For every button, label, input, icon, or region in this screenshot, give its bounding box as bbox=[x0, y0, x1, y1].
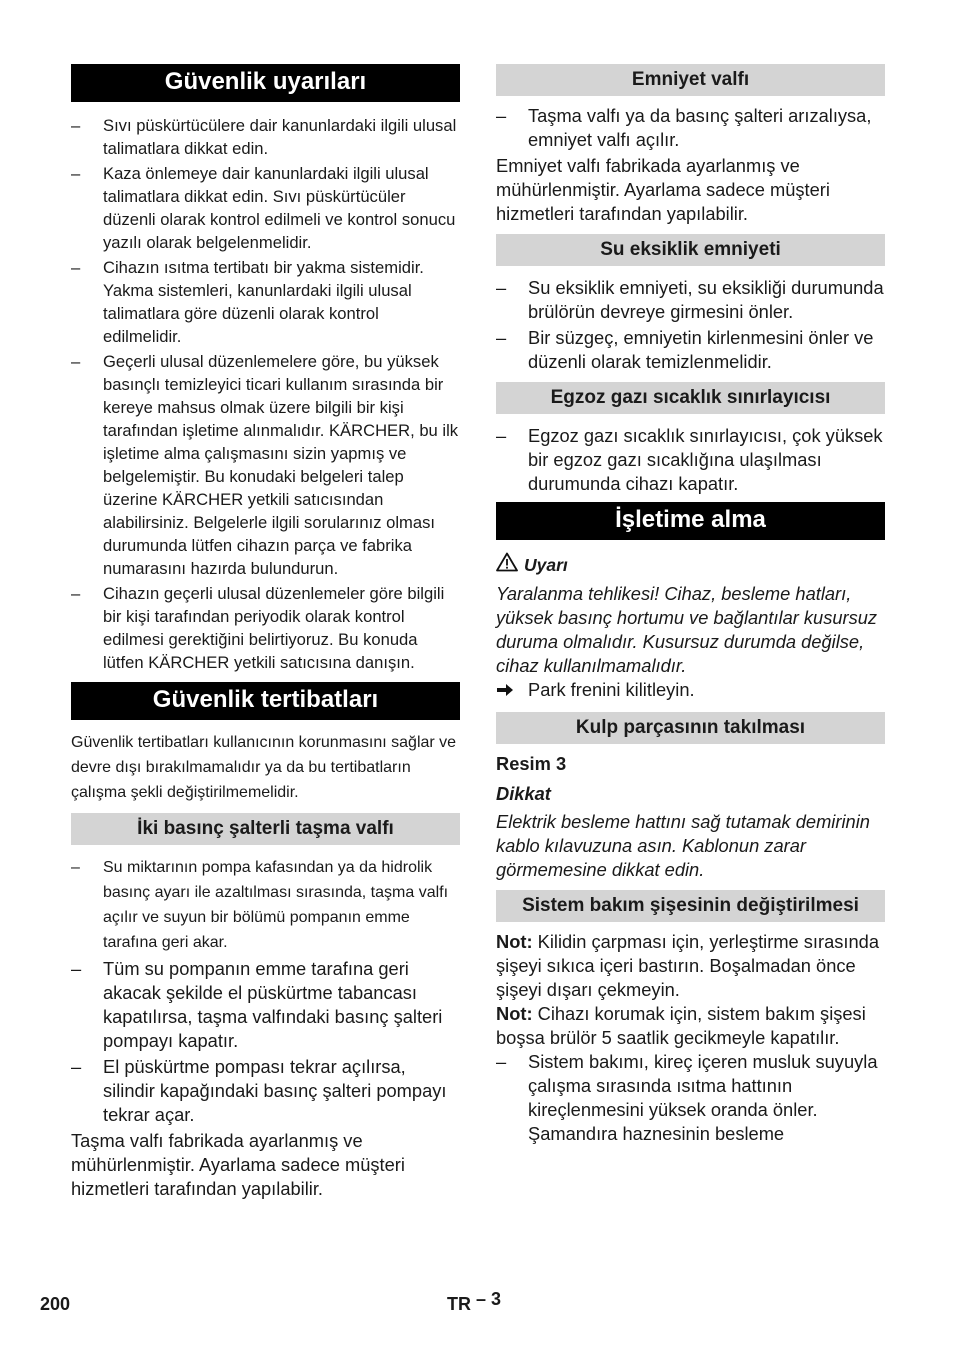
warning-text: Yaralanma tehlikesi! Cihaz, besleme hatları, yüksek basınç hortumu ve bağlantılar kusursuz duruma olmalıdır. Kusursuz durumda değilse, cihaz kullanılmamalıdır. bbox=[496, 583, 878, 676]
caution-text: Elektrik besleme hattını sağ tutamak demirinin kablo kılavuzuna asın. Kablonun zarar görmemesine dikkat edin. bbox=[496, 811, 870, 880]
list-item: – Geçerli ulusal düzenlemelere göre, bu yüksek basınçlı temizleyici ticari kullanım sırasında bir kereye mahsus olmak üzere bilgili bir kişi tarafından işletime alınmalıdır. KÄRCHER, bu ilk işletime alma çalışmasını sizin yapmış ve belgelemiştir. Bu konudaki belgeleri talep üzerine KÄRCHER yetkili satıcısından alabilirsiniz. Belgelerle ilgili sorularınız olması durumunda lütfen cihazın parça ve fabrika numarasını hazırda bulundurun. bbox=[71, 350, 460, 580]
list-item: – Egzoz gazı sıcaklık sınırlayıcısı, çok yüksek bir egzoz gazı sıcaklığına ulaşılması durumunda cihazı kapatır. bbox=[496, 424, 885, 496]
note-paragraph-2 bbox=[496, 1002, 885, 1050]
warning-label-row bbox=[496, 552, 885, 578]
list-item: – Bir süzgeç, emniyetin kirlenmesini önler ve düzenli olarak temizlenmelidir. bbox=[496, 326, 885, 374]
list-item: – Kaza önlemeye dair kanunlardaki ilgili ulusal talimatlara dikkat edin. Sıvı püskürtücüler düzenli olarak kontrol edilmeli ve kontrol sonucu yazılı olarak belgelenmelidir. bbox=[71, 162, 460, 254]
page-number: 200 bbox=[40, 1294, 71, 1314]
caution-label: Dikkat bbox=[496, 783, 551, 804]
safety-warnings-list bbox=[71, 114, 460, 674]
warning-label: Uyarı bbox=[524, 555, 568, 575]
note-text: Kilidin çarpması için, yerleştirme sırasında şişeyi sıkıca içeri bastırın. Boşalmadan önce şişeyi dışarı çekmeyin. bbox=[496, 931, 879, 1000]
list-item: – Sistem bakımı, kireç içeren musluk suyuyla çalışma sırasında ısıtma hattının kireçlenmesini yüksek oranda önler. Şamandıra haznesinin besleme bbox=[496, 1050, 885, 1146]
overflow-valve-list bbox=[71, 855, 460, 1127]
list-item: – Cihazın ısıtma tertibatı bir yakma sistemidir. Yakma sistemleri, kanunlardaki ilgili ulusal talimatlara göre düzenli olarak kontrol edilmelidir. bbox=[71, 256, 460, 348]
system-care-list bbox=[496, 1050, 885, 1146]
warning-triangle-icon bbox=[496, 552, 518, 578]
left-column bbox=[71, 64, 460, 1201]
note-label: Not: bbox=[496, 931, 533, 952]
list-item: – Su miktarının pompa kafasından ya da hidrolik basınç ayarı ile azaltılması sırasında, taşma valfı açılır ve suyun bir bölümü pompanın emme tarafına geri akar. bbox=[71, 855, 460, 955]
heading-guvenlik-uyarilari: Güvenlik uyarıları bbox=[71, 64, 460, 102]
list-item: – Sıvı püskürtücülere dair kanunlardaki ilgili ulusal talimatlara dikkat edin. bbox=[71, 114, 460, 160]
list-item: – Taşma valfı ya da basınç şalteri arızalıysa, emniyet valfı açılır. bbox=[496, 104, 885, 152]
note-paragraph-1 bbox=[496, 930, 885, 1002]
right-column bbox=[496, 64, 885, 1148]
intro-paragraph: Güvenlik tertibatları kullanıcının korunmasını sağlar ve devre dışı bırakılmamalıdır ya da bu tertibatların çalışma şekli değiştirilmemelidir. bbox=[71, 734, 457, 801]
subheading-tasma-valfi: İki basınç şalterli taşma valfı bbox=[71, 813, 460, 845]
footer-dash: – bbox=[476, 1289, 487, 1309]
list-item: – Tüm su pompanın emme tarafına geri akacak şekilde el püskürtme tabancası kapatılırsa, taşma valfındaki basınç şalteri pompayı kapatır. bbox=[71, 957, 460, 1053]
language-code: TR bbox=[447, 1294, 471, 1314]
subheading-su-eksiklik: Su eksiklik emniyeti bbox=[496, 234, 885, 266]
arrow-right-icon bbox=[496, 678, 514, 705]
list-item: – Su eksiklik emniyeti, su eksikliği durumunda brülörün devreye girmesini önler. bbox=[496, 276, 885, 324]
safety-valve-list bbox=[496, 104, 885, 152]
note-text: Cihazı korumak için, sistem bakım şişesi boşsa brülör 5 saatlik gecikmeyle kapatılır. bbox=[496, 1003, 866, 1048]
heading-guvenlik-tertibatlari: Güvenlik tertibatları bbox=[71, 682, 460, 720]
footer-lang bbox=[447, 1289, 502, 1315]
note-label: Not: bbox=[496, 1003, 533, 1024]
paragraph: Taşma valfı fabrikada ayarlanmış ve mühürlenmiştir. Ayarlama sadece müşteri hizmetleri tarafından yapılabilir. bbox=[71, 1130, 405, 1199]
exhaust-list bbox=[496, 424, 885, 496]
action-text: Park frenini kilitleyin. bbox=[528, 679, 695, 700]
subheading-sistem-bakim: Sistem bakım şişesinin değiştirilmesi bbox=[496, 890, 885, 922]
subheading-egzoz: Egzoz gazı sıcaklık sınırlayıcısı bbox=[496, 382, 885, 414]
water-shortage-list bbox=[496, 276, 885, 374]
paragraph: Emniyet valfı fabrikada ayarlanmış ve mühürlenmiştir. Ayarlama sadece müşteri hizmetleri tarafından yapılabilir. bbox=[496, 155, 830, 224]
figure-reference: Resim 3 bbox=[496, 753, 567, 774]
list-item: – El püskürtme pompası tekrar açılırsa, silindir kapağındaki basınç şalteri pompayı tekrar açar. bbox=[71, 1055, 460, 1127]
section-number: 3 bbox=[491, 1289, 502, 1309]
action-step bbox=[496, 678, 885, 702]
subheading-emniyet-valfi: Emniyet valfı bbox=[496, 64, 885, 96]
list-item: – Cihazın geçerli ulusal düzenlemeler göre bilgili bir kişi tarafından periyodik olarak kontrol edilmesi gerektiğini belirtiyoruz. Bu konuda lütfen KÄRCHER yetkili satıcısına danışın. bbox=[71, 582, 460, 674]
heading-isletime-alma: İşletime alma bbox=[496, 502, 885, 540]
subheading-kulp: Kulp parçasının takılması bbox=[496, 712, 885, 744]
